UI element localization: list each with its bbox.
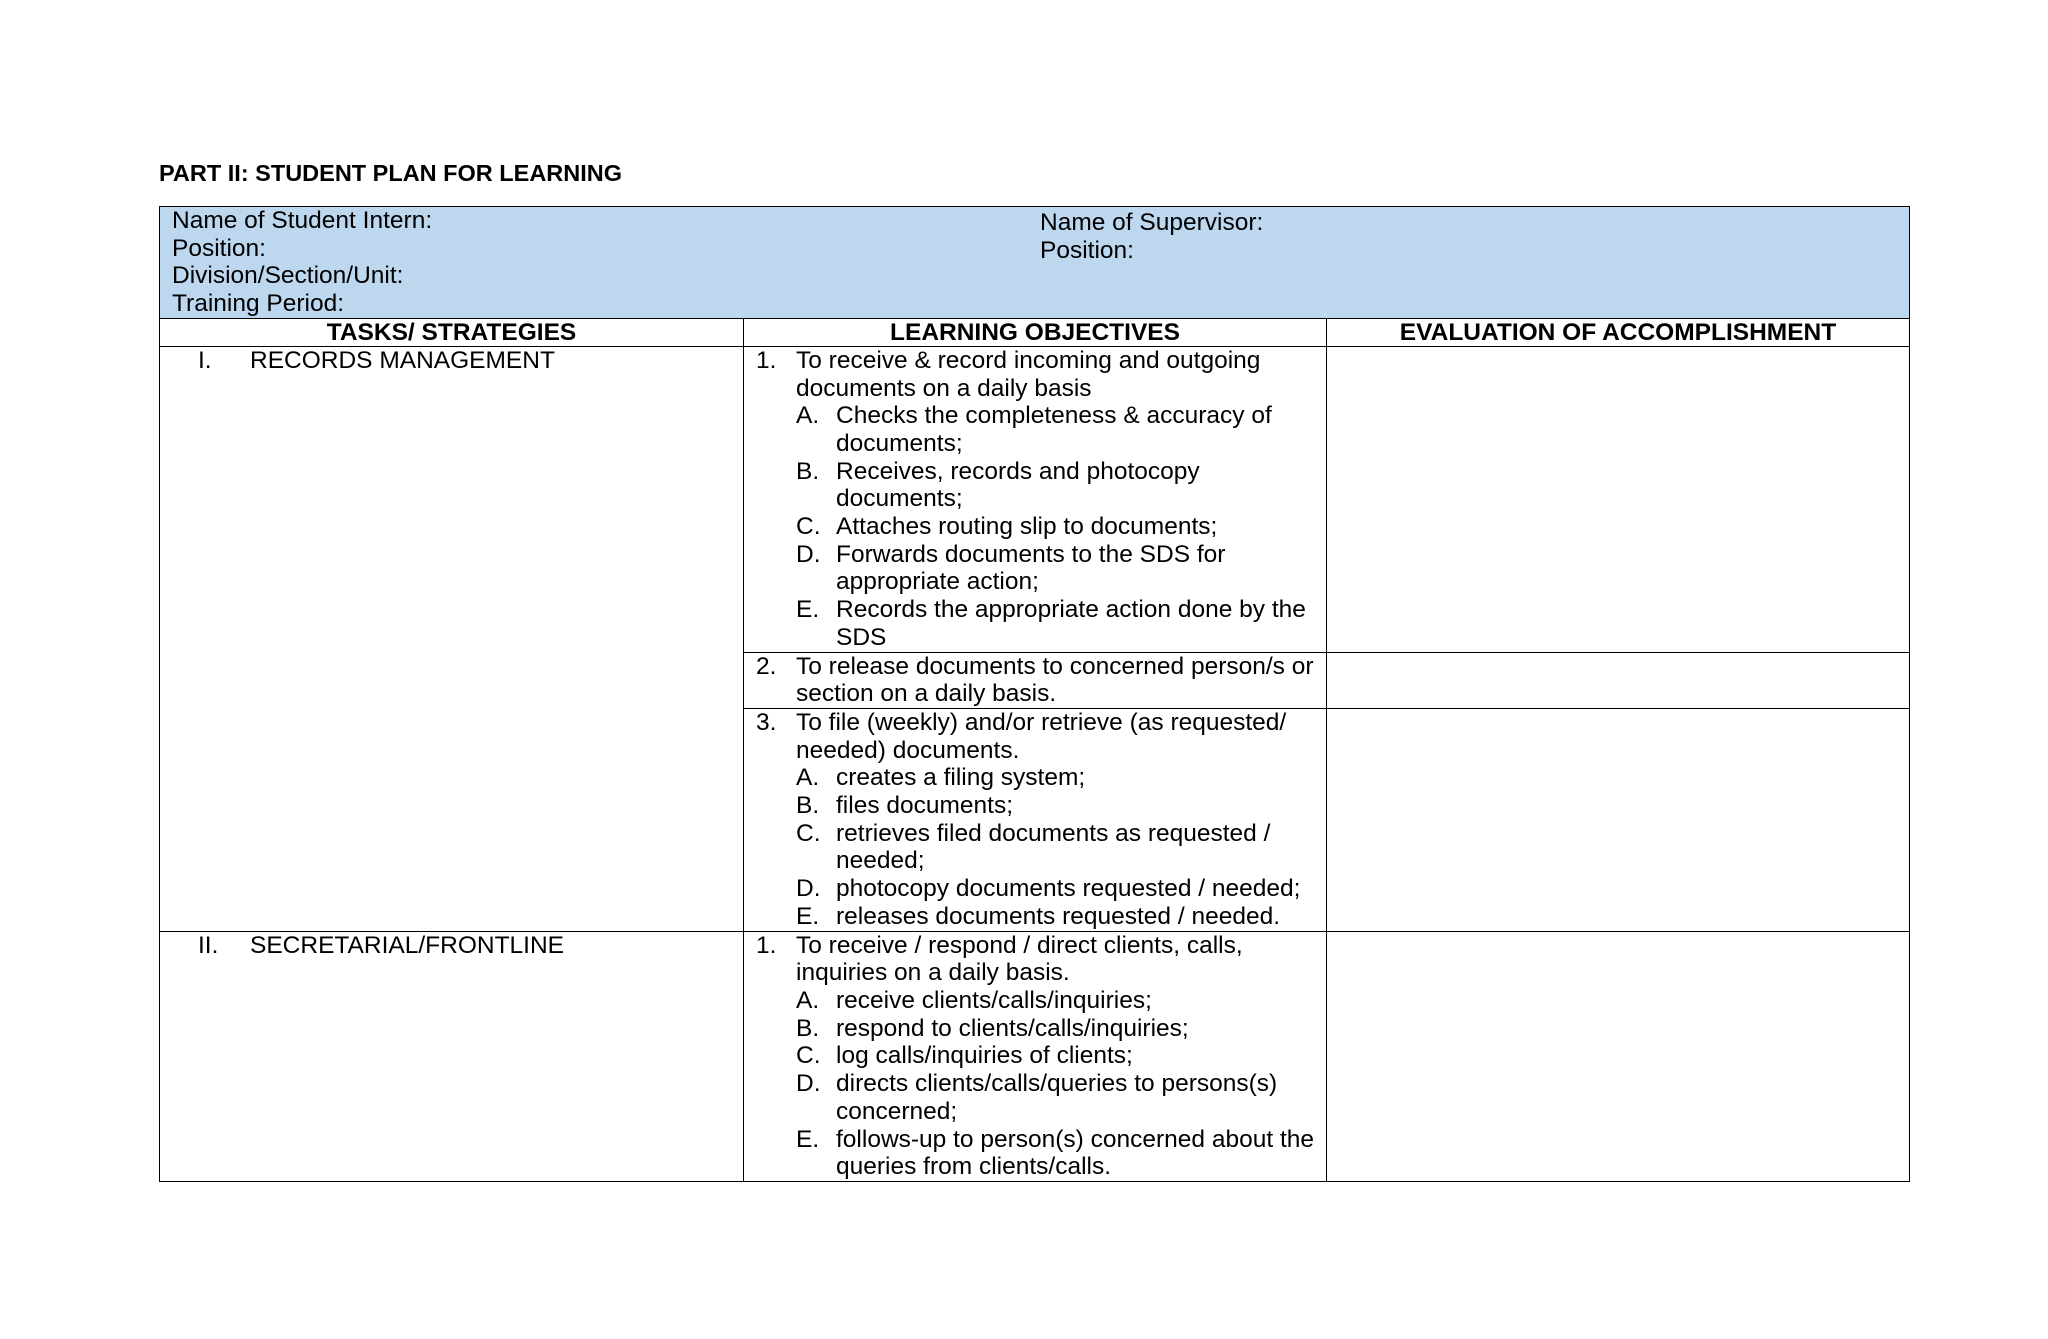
list-item <box>796 875 1320 903</box>
list-item <box>796 1015 1320 1043</box>
list-item <box>796 764 1320 792</box>
list-item-text: Attaches routing slip to documents; <box>836 513 1218 541</box>
list-item-text: creates a filing system; <box>836 764 1086 792</box>
list-item-letter: B. <box>796 792 820 820</box>
list-item <box>796 596 1320 651</box>
objective-cell <box>744 652 1327 708</box>
student-plan-table <box>159 206 1910 1182</box>
list-item <box>796 1042 1320 1070</box>
intern-info <box>172 207 1040 318</box>
task-number: I. <box>198 346 212 374</box>
intern-position-label: Position: <box>172 234 266 262</box>
list-item-letter: D. <box>796 540 821 568</box>
info-row <box>160 207 1910 319</box>
task-cell <box>160 346 744 931</box>
objective-text: To file (weekly) and/or retrieve (as requested/ needed) documents. <box>796 708 1287 764</box>
list-item-letter: D. <box>796 1070 821 1098</box>
list-item-letter: A. <box>796 986 820 1014</box>
list-item <box>796 792 1320 820</box>
list-item-text: photocopy documents requested / needed; <box>836 875 1301 903</box>
list-item-letter: A. <box>796 402 820 430</box>
task-label: RECORDS MANAGEMENT <box>250 346 555 374</box>
info-cell <box>160 207 1910 319</box>
objective-text: To release documents to concerned person/s or section on a daily basis. <box>796 652 1314 708</box>
evaluation-cell[interactable] <box>1327 931 1910 1181</box>
list-item-text: follows-up to person(s) concerned about the queries from clients/calls. <box>836 1125 1315 1181</box>
task-cell <box>160 931 744 1181</box>
task-body <box>160 346 1910 1181</box>
student-intern-name-label: Name of Student Intern: <box>172 207 433 234</box>
objective-number: 1. <box>756 346 777 374</box>
evaluation-cell[interactable] <box>1327 652 1910 708</box>
list-item <box>796 820 1320 875</box>
header-tasks-strategies: TASKS/ STRATEGIES <box>160 318 744 346</box>
header-learning-objectives: LEARNING OBJECTIVES <box>744 318 1327 346</box>
task-number: II. <box>198 931 219 959</box>
header-evaluation: EVALUATION OF ACCOMPLISHMENT <box>1327 318 1910 346</box>
list-item-letter: C. <box>796 513 821 541</box>
table-row <box>160 346 1910 652</box>
list-item <box>796 458 1320 513</box>
list-item <box>796 402 1320 457</box>
list-item-text: log calls/inquiries of clients; <box>836 1042 1133 1070</box>
list-item-text: retrieves filed documents as requested / needed; <box>836 819 1271 875</box>
list-item-letter: B. <box>796 1014 820 1042</box>
objective-number: 2. <box>756 652 777 680</box>
list-item-letter: D. <box>796 875 821 903</box>
list-item-text: directs clients/calls/queries to persons(s) concerned; <box>836 1070 1278 1125</box>
list-item-text: Receives, records and photocopy documents; <box>836 457 1200 513</box>
evaluation-cell[interactable] <box>1327 346 1910 652</box>
list-item-letter: B. <box>796 457 820 485</box>
list-item-letter: E. <box>796 902 820 930</box>
list-item <box>796 541 1320 596</box>
objective-number: 1. <box>756 931 777 959</box>
list-item <box>796 513 1320 541</box>
list-item-text: releases documents requested / needed. <box>836 902 1281 930</box>
list-item-letter: E. <box>796 596 820 624</box>
list-item-text: Checks the completeness & accuracy of documents; <box>836 402 1272 457</box>
page-title: PART II: STUDENT PLAN FOR LEARNING <box>159 160 623 186</box>
list-item <box>796 1126 1320 1181</box>
objective-text: To receive / respond / direct clients, calls, inquiries on a daily basis. <box>796 931 1243 987</box>
list-item <box>796 903 1320 931</box>
task-label: SECRETARIAL/FRONTLINE <box>250 931 565 959</box>
list-item-letter: C. <box>796 1042 821 1070</box>
objective-text: To receive & record incoming and outgoing documents on a daily basis <box>796 346 1261 402</box>
list-item-text: Forwards documents to the SDS for appropriate action; <box>836 540 1226 596</box>
list-item <box>796 987 1320 1015</box>
objective-cell <box>744 708 1327 931</box>
table-row <box>160 931 1910 1181</box>
objective-cell <box>744 346 1327 652</box>
objective-cell <box>744 931 1327 1181</box>
supervisor-info <box>1040 207 1899 318</box>
supervisor-name-label: Name of Supervisor: <box>1040 209 1264 236</box>
training-period-label: Training Period: <box>172 290 345 318</box>
list-item-text: Records the appropriate action done by the SDS <box>836 596 1306 651</box>
list-item-text: files documents; <box>836 792 1014 820</box>
list-item <box>796 1070 1320 1125</box>
list-item-letter: E. <box>796 1125 820 1153</box>
list-item-letter: C. <box>796 819 821 847</box>
objective-number: 3. <box>756 708 777 736</box>
list-item-text: receive clients/calls/inquiries; <box>836 986 1152 1014</box>
evaluation-cell[interactable] <box>1327 708 1910 931</box>
list-item-text: respond to clients/calls/inquiries; <box>836 1014 1189 1042</box>
division-section-unit-label: Division/Section/Unit: <box>172 262 404 290</box>
list-item-letter: A. <box>796 764 820 792</box>
header-row <box>160 318 1910 346</box>
supervisor-position-label: Position: <box>1040 236 1134 264</box>
